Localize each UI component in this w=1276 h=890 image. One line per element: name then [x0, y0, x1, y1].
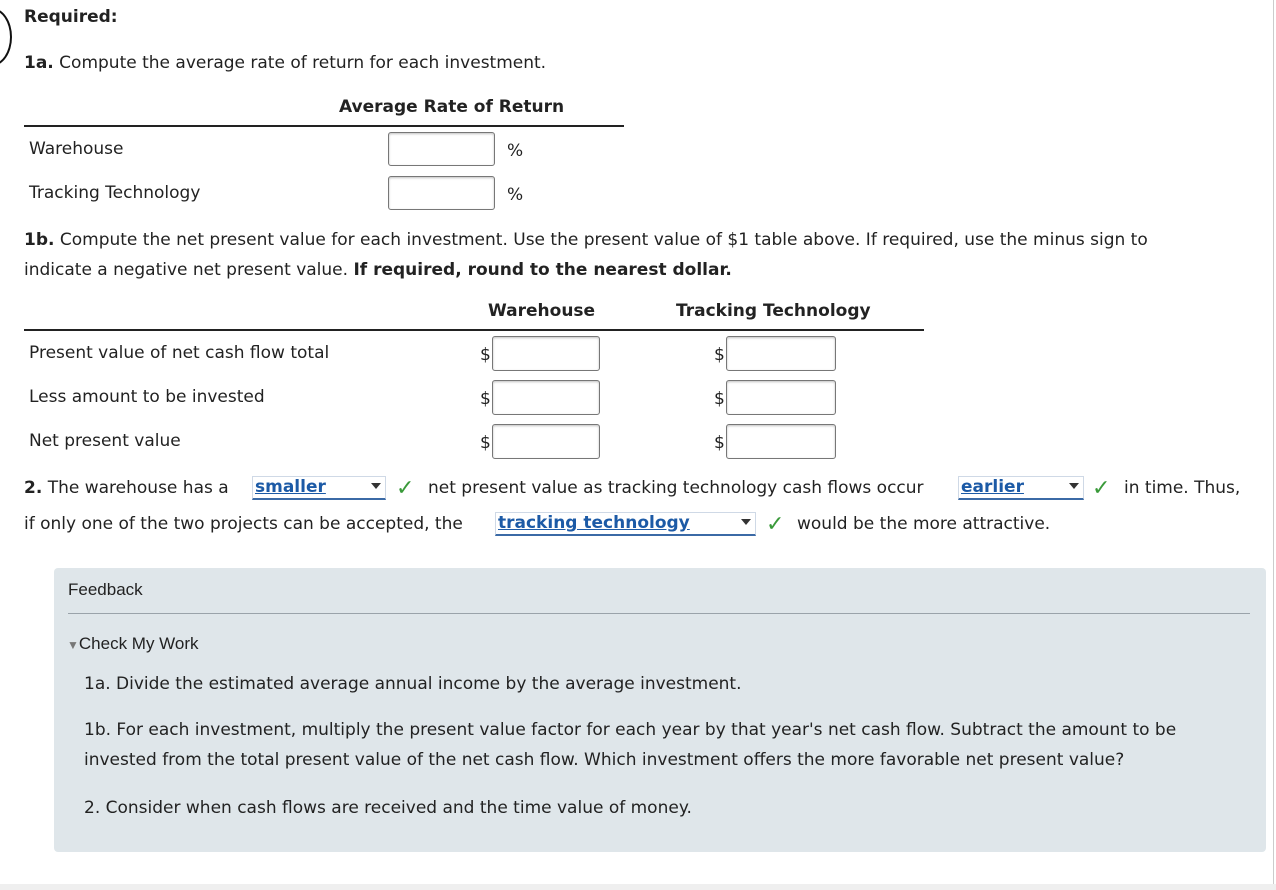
- question-1a: [24, 53, 546, 73]
- feedback-divider: [68, 613, 1250, 614]
- question-2-text: would be the more attractive.: [797, 514, 1051, 534]
- question-1b-number: 1b.: [24, 230, 55, 250]
- feedback-hint-1b-cont: invested from the total present value of the net cash flow. Which investment offers the more favorable net present value?: [84, 750, 1125, 770]
- left-edge-arc: [0, 8, 12, 66]
- timing-select[interactable]: [958, 476, 1084, 500]
- question-1a-text: Compute the average rate of return for each investment.: [59, 53, 547, 73]
- npv-row-label: Net present value: [29, 431, 181, 451]
- bottom-band: [0, 884, 1276, 890]
- warehouse-invested-input[interactable]: [492, 380, 600, 415]
- question-1b-text2: indicate a negative net present value.: [24, 260, 349, 280]
- project-choice-select[interactable]: [495, 512, 756, 536]
- chevron-down-icon: [371, 483, 381, 489]
- avg-row-label-tracking: Tracking Technology: [29, 183, 201, 203]
- tracking-pv-total-input[interactable]: [726, 336, 836, 371]
- dollar-sign: $: [714, 345, 725, 365]
- avg-rate-header: Average Rate of Return: [339, 97, 565, 117]
- avg-table-rule: [24, 125, 624, 127]
- npv-col-header-tracking: Tracking Technology: [676, 301, 871, 321]
- dollar-sign: $: [480, 345, 491, 365]
- warehouse-pv-total-input[interactable]: [492, 336, 600, 371]
- question-1a-number: 1a.: [24, 53, 54, 73]
- feedback-hint-1a: 1a. Divide the estimated average annual income by the average investment.: [84, 674, 742, 694]
- checkmark-icon: ✓: [1092, 476, 1111, 501]
- size-comparison-select[interactable]: [252, 476, 386, 500]
- timing-value: earlier: [961, 477, 1024, 497]
- question-2-line1: [24, 478, 229, 498]
- npv-col-header-warehouse: Warehouse: [488, 301, 596, 321]
- right-divider: [1273, 0, 1274, 890]
- avg-row-label-warehouse: Warehouse: [29, 139, 124, 159]
- tracking-invested-input[interactable]: [726, 380, 836, 415]
- dollar-sign: $: [714, 433, 725, 453]
- feedback-hint-1b: 1b. For each investment, multiply the present value factor for each year by that year's net cash flow. Subtract the amount to be: [84, 720, 1177, 740]
- feedback-title: Feedback: [68, 580, 143, 599]
- question-2-text: in time. Thus,: [1124, 478, 1241, 498]
- percent-sign: %: [507, 141, 524, 161]
- check-my-work-toggle[interactable]: [67, 634, 199, 654]
- dollar-sign: $: [480, 433, 491, 453]
- checkmark-icon: ✓: [396, 476, 415, 501]
- chevron-down-icon: [1069, 483, 1079, 489]
- question-2-number: 2.: [24, 478, 43, 498]
- question-2-text: if only one of the two projects can be accepted, the: [24, 514, 463, 534]
- feedback-hint-2: 2. Consider when cash flows are received and the time value of money.: [84, 798, 692, 818]
- dollar-sign: $: [480, 389, 491, 409]
- question-1b-text: Compute the net present value for each investment. Use the present value of $1 table above. If required, use the minus sign to: [59, 230, 1148, 250]
- triangle-down-icon: ▼: [67, 638, 79, 652]
- chevron-down-icon: [741, 519, 751, 525]
- dollar-sign: $: [714, 389, 725, 409]
- npv-table-rule: [24, 329, 924, 331]
- check-my-work-label: Check My Work: [78, 634, 199, 653]
- question-1b-line2: [24, 260, 732, 280]
- percent-sign: %: [507, 185, 524, 205]
- checkmark-icon: ✓: [766, 512, 785, 537]
- question-2-text: The warehouse has a: [47, 478, 229, 498]
- npv-row-label: Less amount to be invested: [29, 387, 265, 407]
- warehouse-avg-rate-input[interactable]: [388, 132, 495, 166]
- required-heading: Required:: [24, 7, 118, 27]
- project-choice-value: tracking technology: [498, 513, 690, 533]
- question-1b: [24, 230, 1264, 250]
- tracking-npv-input[interactable]: [726, 424, 836, 459]
- npv-row-label: Present value of net cash flow total: [29, 343, 330, 363]
- warehouse-npv-input[interactable]: [492, 424, 600, 459]
- tracking-avg-rate-input[interactable]: [388, 176, 495, 210]
- size-comparison-value: smaller: [255, 477, 326, 497]
- question-1b-rounding-note: If required, round to the nearest dollar.: [353, 260, 732, 280]
- question-2-text: net present value as tracking technology cash flows occur: [428, 478, 924, 498]
